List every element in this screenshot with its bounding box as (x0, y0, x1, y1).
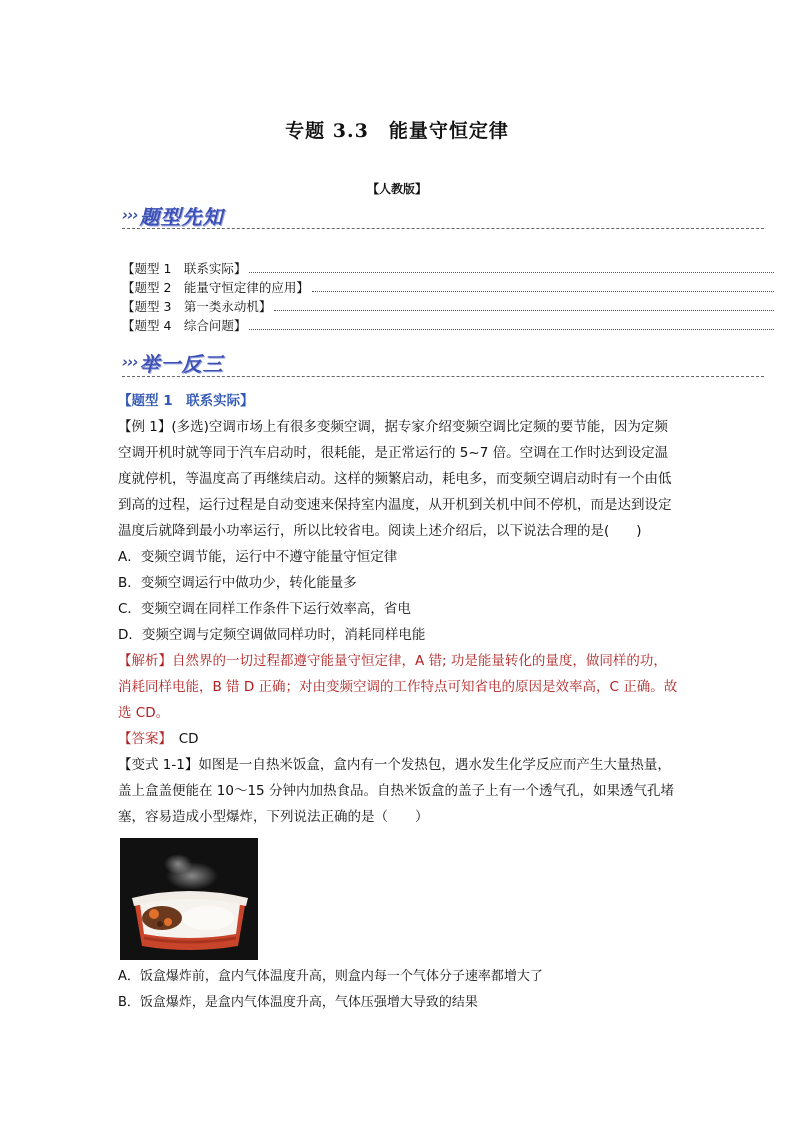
option-d: D．变频空调与定频空调做同样功时，消耗同样电能 (118, 627, 426, 643)
toc-leader (312, 291, 774, 292)
answer-value: CD (178, 731, 199, 747)
section-content (118, 388, 678, 1016)
banner-title: 题型先知 (139, 204, 224, 229)
toc-leader (249, 329, 774, 330)
variant-option-a: A．饭盒爆炸前，盒内气体温度升高，则盒内每一个气体分子速率都增大了 (118, 969, 543, 984)
banner-title: 举一反三 (139, 351, 224, 376)
banner-arrows-icon: ››› (122, 206, 138, 224)
option-c: C．变频空调在同样工作条件下运行效率高，省电 (118, 601, 411, 617)
answer-line (118, 726, 678, 752)
banner-examples (122, 350, 224, 374)
toc-leader (274, 310, 774, 311)
option-a: A．变频空调节能，运行中不遵守能量守恒定律 (118, 549, 398, 565)
table-of-contents (122, 259, 774, 335)
option-b: B．变频空调运行中做功少，转化能量多 (118, 575, 357, 591)
rice-box-illustration (120, 838, 258, 960)
self-heating-rice-box-image (120, 838, 258, 960)
toc-item[interactable]: 【题型 4 综合问题】 (122, 316, 774, 335)
banner-question-types (122, 203, 224, 227)
divider (122, 228, 764, 229)
banner-arrows-icon: ››› (122, 353, 138, 371)
section-heading: 【题型 1 联系实际】 (118, 393, 254, 409)
variant-option-b: B．饭盒爆炸，是盒内气体温度升高，气体压强增大导致的结果 (118, 995, 478, 1010)
variant-question: 【变式 1-1】如图是一自热米饭盒，盒内有一个发热包，遇水发生化学反应而产生大量热量，盖上盒盖便能在 10～15 分钟内加热食品。自热米饭盒的盖子上有一个透气孔，如果透气孔堵塞，容易造成小型爆炸，下列说法正确的是（ ） (118, 757, 674, 825)
divider (122, 376, 764, 377)
analysis-text: 【解析】自然界的一切过程都遵守能量守恒定律，A 错; 功是能量转化的量度，做同样的功，消耗同样电能，B 错 D 正确；对由变频空调的工作特点可知省电的原因是效率高，C 正确。故选 CD。 (118, 653, 678, 721)
toc-leader (249, 272, 774, 273)
page-title: 专题 3.3 能量守恒定律 (285, 120, 509, 142)
toc-item[interactable]: 【题型 1 联系实际】 (122, 259, 774, 278)
example-question: 【例 1】(多选)空调市场上有很多变频空调，据专家介绍变频空调比定频的要节能，因为定频空调开机时就等同于汽车启动时，很耗能，是正常运行的 5~7 倍。空调在工作时达到设定温度就停机，等温度高了再继续启动。这样的频繁启动，耗电多，而变频空调启动时有一个由低到高的过程，运行过程是自动变速来保持室内温度，从开机到关机中间不停机，而是达到设定温度后就降到最小功率运行，所以比较省电。阅读上述介绍后，以下说法合理的是( ) (118, 419, 672, 539)
edition-label: 【人教版】 (366, 182, 427, 196)
toc-item[interactable]: 【题型 2 能量守恒定律的应用】 (122, 278, 774, 297)
answer-label: 【答案】 (118, 731, 166, 747)
toc-item[interactable]: 【题型 3 第一类永动机】 (122, 297, 774, 316)
